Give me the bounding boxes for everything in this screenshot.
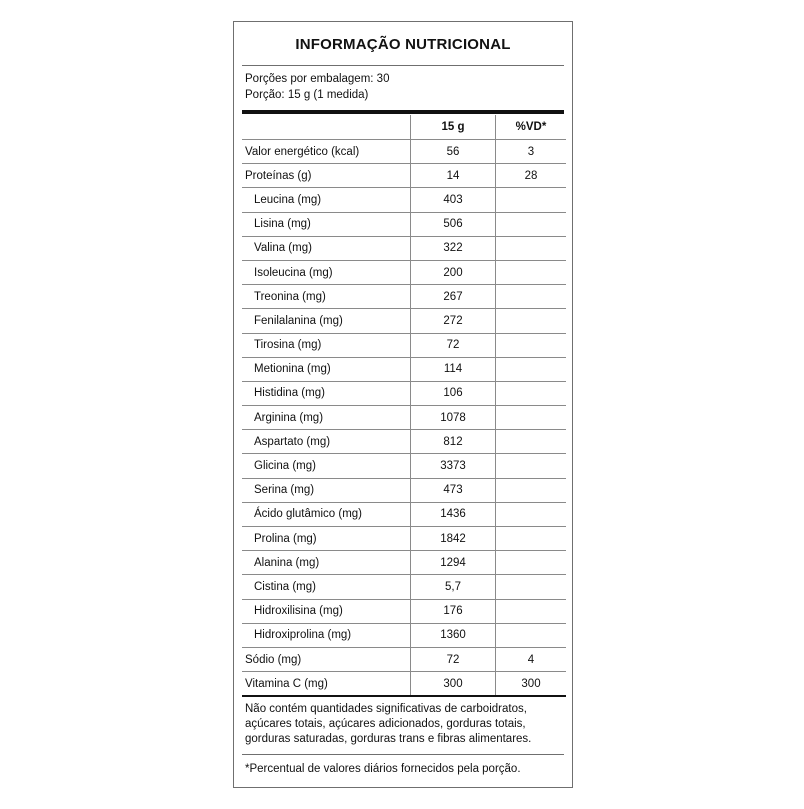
nutrient-name: Fenilalanina (mg) xyxy=(242,309,411,333)
table-row xyxy=(242,502,566,526)
table-row xyxy=(242,333,566,357)
nutrient-amount: 403 xyxy=(411,188,496,212)
nutrient-name: Metionina (mg) xyxy=(242,357,411,381)
nutrient-daily-value xyxy=(496,212,567,236)
nutrient-name: Aspartato (mg) xyxy=(242,430,411,454)
nutrient-name: Cistina (mg) xyxy=(242,575,411,599)
nutrient-amount: 56 xyxy=(411,140,496,164)
table-row xyxy=(242,551,566,575)
nutrient-daily-value xyxy=(496,357,567,381)
servings-per-package: Porções por embalagem: 30 xyxy=(245,73,390,85)
nutrient-amount: 1078 xyxy=(411,406,496,430)
nutrient-name: Hidroxiprolina (mg) xyxy=(242,623,411,647)
nutrient-daily-value xyxy=(496,381,567,405)
title-divider xyxy=(242,65,564,66)
nutrient-daily-value xyxy=(496,333,567,357)
nutrient-name: Glicina (mg) xyxy=(242,454,411,478)
portion-divider xyxy=(242,110,564,114)
table-row xyxy=(242,430,566,454)
nutrient-amount: 322 xyxy=(411,236,496,260)
notes-divider xyxy=(242,754,564,755)
nutrient-name: Arginina (mg) xyxy=(242,406,411,430)
table-row xyxy=(242,672,566,697)
nutrient-name: Isoleucina (mg) xyxy=(242,260,411,284)
table-row xyxy=(242,527,566,551)
nutrition-label xyxy=(233,21,573,788)
nutrient-daily-value xyxy=(496,454,567,478)
not-significant-note: Não contém quantidades significativas de carboidratos, açúcares totais, açúcares adicionados, gorduras totais, gorduras saturadas, gorduras trans e fibras alimentares. xyxy=(245,703,532,745)
nutrient-daily-value xyxy=(496,406,567,430)
nutrient-name: Lisina (mg) xyxy=(242,212,411,236)
nutrient-amount: 200 xyxy=(411,260,496,284)
serving-size: Porção: 15 g (1 medida) xyxy=(245,89,369,101)
nutrient-amount: 473 xyxy=(411,478,496,502)
nutrient-daily-value xyxy=(496,623,567,647)
label-title: INFORMAÇÃO NUTRICIONAL xyxy=(295,36,511,53)
table-row xyxy=(242,309,566,333)
table-row xyxy=(242,647,566,671)
nutrient-name: Serina (mg) xyxy=(242,478,411,502)
daily-value-footnote: *Percentual de valores diários fornecidos pela porção. xyxy=(245,763,521,775)
nutrient-daily-value xyxy=(496,599,567,623)
nutrient-name: Prolina (mg) xyxy=(242,527,411,551)
nutrient-name: Sódio (mg) xyxy=(242,647,411,671)
nutrient-name: Alanina (mg) xyxy=(242,551,411,575)
nutrient-daily-value: 28 xyxy=(496,164,567,188)
nutrient-amount: 5,7 xyxy=(411,575,496,599)
nutrient-name: Valor energético (kcal) xyxy=(242,140,411,164)
nutrient-name: Ácido glutâmico (mg) xyxy=(242,502,411,526)
nutrient-amount: 14 xyxy=(411,164,496,188)
nutrient-amount: 1360 xyxy=(411,623,496,647)
nutrient-daily-value xyxy=(496,551,567,575)
nutrient-amount: 300 xyxy=(411,672,496,697)
nutrient-daily-value: 300 xyxy=(496,672,567,697)
table-row xyxy=(242,381,566,405)
nutrient-daily-value xyxy=(496,309,567,333)
nutrient-name: Treonina (mg) xyxy=(242,285,411,309)
nutrient-daily-value xyxy=(496,502,567,526)
nutrient-daily-value xyxy=(496,575,567,599)
nutrient-amount: 106 xyxy=(411,381,496,405)
table-row xyxy=(242,164,566,188)
nutrient-amount: 812 xyxy=(411,430,496,454)
table-row xyxy=(242,575,566,599)
nutrient-amount: 3373 xyxy=(411,454,496,478)
table-row xyxy=(242,236,566,260)
nutrient-daily-value xyxy=(496,236,567,260)
nutrient-amount: 267 xyxy=(411,285,496,309)
nutrient-daily-value: 3 xyxy=(496,140,567,164)
nutrient-amount: 506 xyxy=(411,212,496,236)
nutrient-amount: 72 xyxy=(411,647,496,671)
table-row xyxy=(242,454,566,478)
nutrient-amount: 1294 xyxy=(411,551,496,575)
table-row xyxy=(242,188,566,212)
header-amount: 15 g xyxy=(411,115,496,140)
table-header-row xyxy=(242,115,566,140)
nutrient-daily-value xyxy=(496,478,567,502)
nutrient-name: Hidroxilisina (mg) xyxy=(242,599,411,623)
nutrient-daily-value: 4 xyxy=(496,647,567,671)
table-row xyxy=(242,623,566,647)
table-row xyxy=(242,140,566,164)
table-row xyxy=(242,285,566,309)
nutrient-name: Vitamina C (mg) xyxy=(242,672,411,697)
nutrient-amount: 176 xyxy=(411,599,496,623)
nutrient-name: Valina (mg) xyxy=(242,236,411,260)
nutrient-amount: 72 xyxy=(411,333,496,357)
nutrient-daily-value xyxy=(496,527,567,551)
nutrient-daily-value xyxy=(496,285,567,309)
nutrient-amount: 272 xyxy=(411,309,496,333)
nutrient-name: Tirosina (mg) xyxy=(242,333,411,357)
nutrient-amount: 114 xyxy=(411,357,496,381)
nutrient-daily-value xyxy=(496,260,567,284)
nutrient-name: Histidina (mg) xyxy=(242,381,411,405)
nutrient-name: Proteínas (g) xyxy=(242,164,411,188)
table-row xyxy=(242,406,566,430)
nutrient-amount: 1842 xyxy=(411,527,496,551)
header-nutrient xyxy=(242,115,411,140)
table-row xyxy=(242,478,566,502)
nutrient-daily-value xyxy=(496,188,567,212)
nutrient-daily-value xyxy=(496,430,567,454)
table-row xyxy=(242,599,566,623)
nutrient-amount: 1436 xyxy=(411,502,496,526)
nutrient-name: Leucina (mg) xyxy=(242,188,411,212)
table-row xyxy=(242,212,566,236)
nutrition-table xyxy=(242,115,566,697)
table-row xyxy=(242,357,566,381)
header-daily-value: %VD* xyxy=(496,115,567,140)
table-row xyxy=(242,260,566,284)
